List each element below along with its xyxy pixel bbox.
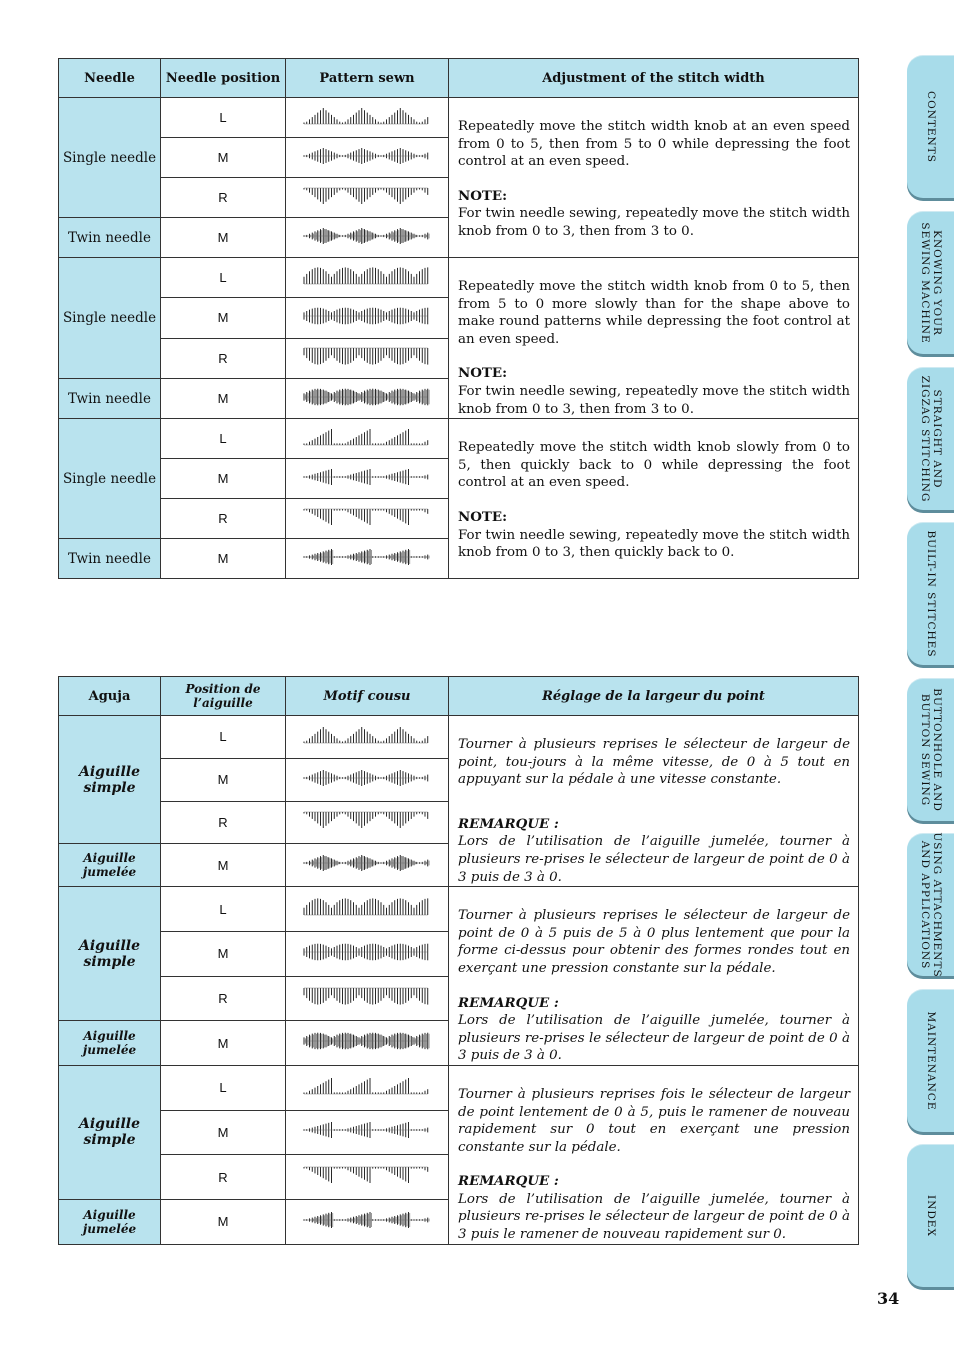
stitch-pattern-graphic <box>300 466 434 488</box>
adjustment-description <box>449 1065 859 1244</box>
stitch-pattern-graphic <box>300 506 434 528</box>
tab-knowing-your-sewing-machine[interactable] <box>907 212 954 354</box>
twin-needle-label: Twin needle <box>59 539 161 579</box>
tab-label-line1: USING ATTACHMENTS <box>930 832 943 978</box>
twin-needle-label: Aiguille jumelée <box>59 1199 161 1244</box>
stitch-pattern-graphic <box>300 426 434 448</box>
stitch-pattern-graphic <box>300 1030 434 1052</box>
stitch-pattern <box>286 1155 449 1200</box>
stitch-pattern-graphic <box>300 1075 434 1097</box>
stitch-pattern-graphic <box>300 305 434 327</box>
twin-needle-label: Aiguille jumelée <box>59 844 161 887</box>
stitch-pattern-graphic <box>300 724 434 746</box>
tab-label: INDEX <box>924 1195 937 1237</box>
tab-label: BUILT-IN STITCHES <box>924 530 937 658</box>
needle-position: M <box>161 1021 286 1066</box>
header-position-aiguille: Position de l’aiguille <box>161 677 286 716</box>
note-label: NOTE: <box>458 365 508 382</box>
tab-label-line2: ZIGZAG STITCHING <box>918 375 931 503</box>
english-stitch-table <box>58 58 859 579</box>
stitch-pattern-graphic <box>300 941 434 963</box>
stitch-pattern-graphic <box>300 345 434 367</box>
stitch-pattern <box>286 1021 449 1066</box>
adjustment-description <box>449 419 859 579</box>
stitch-pattern-graphic <box>300 767 434 789</box>
french-stitch-table <box>58 676 859 1245</box>
stitch-pattern-graphic <box>300 185 434 207</box>
twin-needle-label: Aiguille jumelée <box>59 1021 161 1066</box>
needle-position: L <box>161 1065 286 1110</box>
stitch-pattern <box>286 844 449 887</box>
stitch-pattern-graphic <box>300 809 434 831</box>
needle-position: M <box>161 844 286 887</box>
tab-label-line1: BUTTONHOLE AND <box>930 688 943 812</box>
tab-maintenance[interactable] <box>907 990 954 1132</box>
stitch-pattern <box>286 499 449 539</box>
stitch-pattern <box>286 1199 449 1244</box>
stitch-pattern <box>286 459 449 499</box>
stitch-pattern-graphic <box>300 1119 434 1141</box>
stitch-pattern-graphic <box>300 386 434 408</box>
single-needle-label: Single needle <box>59 98 161 218</box>
stitch-pattern <box>286 1065 449 1110</box>
stitch-pattern <box>286 419 449 459</box>
stitch-pattern-graphic <box>300 546 434 568</box>
stitch-pattern <box>286 976 449 1021</box>
needle-position: R <box>161 178 286 218</box>
note-text: For twin needle sewing, repeatedly move the stitch width knob from 0 to 3, then quickly back to 0. <box>458 527 850 561</box>
description-text: Tourner à plusieurs reprises le sélecteur de largeur de point de 0 à 5 puis de 5 à 0 plus lentement que pour la forme ci-dessus pour obtenir des formes rondes tout en exerçant une pression constante sur la pédale. <box>458 908 850 976</box>
adjustment-description <box>449 716 859 887</box>
stitch-pattern <box>286 801 449 844</box>
single-needle-label: Aiguille simple <box>59 887 161 1021</box>
stitch-pattern <box>286 298 449 338</box>
note-text: Lors de l’utilisation de l’aiguille jumelée, tourner à plusieurs re-prises le sélecteur de largeur de point de 0 à 3 puis le ramener de nouveau rapidement sur 0. <box>458 1191 850 1243</box>
tab-label-line2: AND APPLICATIONS <box>918 840 931 970</box>
tab-label: CONTENTS <box>924 91 937 163</box>
twin-needle-label: Twin needle <box>59 218 161 258</box>
needle-position: L <box>161 716 286 759</box>
tab-using-attachments-applications[interactable] <box>907 834 954 976</box>
needle-position: M <box>161 1110 286 1155</box>
twin-needle-label: Twin needle <box>59 378 161 418</box>
needle-position: R <box>161 499 286 539</box>
needle-position: M <box>161 378 286 418</box>
stitch-pattern <box>286 539 449 579</box>
tab-straight-zigzag-stitching[interactable] <box>907 368 954 510</box>
needle-position: M <box>161 218 286 258</box>
stitch-pattern <box>286 758 449 801</box>
tab-buttonhole-button-sewing[interactable] <box>907 679 954 821</box>
single-needle-label: Single needle <box>59 419 161 539</box>
tab-index[interactable] <box>907 1145 954 1287</box>
note-label: REMARQUE : <box>458 1173 559 1190</box>
needle-position: M <box>161 931 286 976</box>
header-motif-cousu: Motif cousu <box>286 677 449 716</box>
header-adjustment: Adjustment of the stitch width <box>449 59 859 98</box>
description-text: Repeatedly move the stitch width knob from 0 to 5, then from 5 to 0 more slowly than for the shape above to make round patterns while depressing the foot control at an even speed. <box>458 279 850 347</box>
tab-label-line1: KNOWING YOUR <box>930 230 943 336</box>
note-label: NOTE: <box>458 508 508 525</box>
single-needle-label: Aiguille simple <box>59 1065 161 1199</box>
header-reglage: Réglage de la largeur du point <box>449 677 859 716</box>
needle-position: M <box>161 1199 286 1244</box>
stitch-pattern-graphic <box>300 1164 434 1186</box>
needle-position: M <box>161 539 286 579</box>
stitch-pattern-graphic <box>300 105 434 127</box>
needle-position: L <box>161 258 286 298</box>
needle-position: L <box>161 98 286 138</box>
adjustment-description <box>449 258 859 419</box>
stitch-pattern-graphic <box>300 225 434 247</box>
stitch-pattern <box>286 378 449 418</box>
description-text: Repeatedly move the stitch width knob slowly from 0 to 5, then quickly back to 0 while depressing the foot control at an even speed. <box>458 440 850 491</box>
stitch-pattern <box>286 98 449 138</box>
adjustment-description <box>449 98 859 258</box>
stitch-pattern <box>286 138 449 178</box>
side-navigation-tabs <box>907 0 954 1351</box>
stitch-pattern <box>286 338 449 378</box>
description-text: Repeatedly move the stitch width knob at an even speed from 0 to 5, then from 5 to 0 while depressing the foot control at an even speed. <box>458 119 850 170</box>
stitch-pattern <box>286 258 449 298</box>
needle-position: R <box>161 1155 286 1200</box>
note-text: For twin needle sewing, repeatedly move the stitch width knob from 0 to 3, then from 3 to 0. <box>458 383 850 417</box>
needle-position: M <box>161 758 286 801</box>
stitch-pattern-graphic <box>300 896 434 918</box>
page-number: 34 <box>877 1289 900 1308</box>
stitch-pattern-graphic <box>300 145 434 167</box>
needle-position: R <box>161 338 286 378</box>
tab-label: MAINTENANCE <box>924 1011 937 1111</box>
stitch-pattern <box>286 887 449 932</box>
single-needle-label: Single needle <box>59 258 161 379</box>
single-needle-label: Aiguille simple <box>59 716 161 844</box>
stitch-pattern <box>286 1110 449 1155</box>
needle-position: M <box>161 138 286 178</box>
tab-label-line2: BUTTON SEWING <box>918 693 931 807</box>
needle-position: M <box>161 459 286 499</box>
note-label: REMARQUE : <box>458 815 559 832</box>
header-aguja: Aguja <box>59 677 161 716</box>
tab-built-in-stitches[interactable] <box>907 523 954 665</box>
needle-position: R <box>161 801 286 844</box>
needle-position: L <box>161 887 286 932</box>
note-text: Lors de l’utilisation de l’aiguille jumelée, tourner à plusieurs re-prises le sélecteur de largeur de point de 0 à 3 puis de 3 à 0. <box>458 1013 850 1064</box>
tab-contents[interactable] <box>907 56 954 198</box>
tab-label-line1: STRAIGHT AND <box>930 389 943 489</box>
stitch-pattern-graphic <box>300 985 434 1007</box>
header-needle: Needle <box>59 59 161 98</box>
header-needle-position: Needle position <box>161 59 286 98</box>
needle-position: L <box>161 419 286 459</box>
stitch-pattern-graphic <box>300 1209 434 1231</box>
description-text: Tourner à plusieurs reprises le sélecteur de largeur de point, tou-jours à la même vitesse, de 0 à 5 tout en appuyant sur la pédale à une vitesse constante. <box>458 737 850 788</box>
needle-position: R <box>161 976 286 1021</box>
header-pattern-sewn: Pattern sewn <box>286 59 449 98</box>
stitch-pattern-graphic <box>300 265 434 287</box>
note-label: REMARQUE : <box>458 994 559 1011</box>
stitch-pattern <box>286 218 449 258</box>
description-text: Tourner à plusieurs reprises fois le sélecteur de largeur de point lentement de 0 à 5, puis le ramener de nouveau rapidement sur 0 tout en exerçant une pression constante sur la pédale. <box>458 1086 850 1155</box>
stitch-pattern <box>286 931 449 976</box>
adjustment-description <box>449 887 859 1066</box>
stitch-pattern <box>286 178 449 218</box>
tab-label-line2: SEWING MACHINE <box>918 222 931 344</box>
needle-position: M <box>161 298 286 338</box>
note-text: Lors de l’utilisation de l’aiguille jumelée, tourner à plusieurs re-prises le sélecteur de largeur de point de 0 à 3 puis de 3 à 0. <box>458 834 850 885</box>
stitch-pattern <box>286 716 449 759</box>
stitch-pattern-graphic <box>300 852 434 874</box>
note-label: NOTE: <box>458 187 508 204</box>
note-text: For twin needle sewing, repeatedly move the stitch width knob from 0 to 3, then from 3 to 0. <box>458 206 850 239</box>
